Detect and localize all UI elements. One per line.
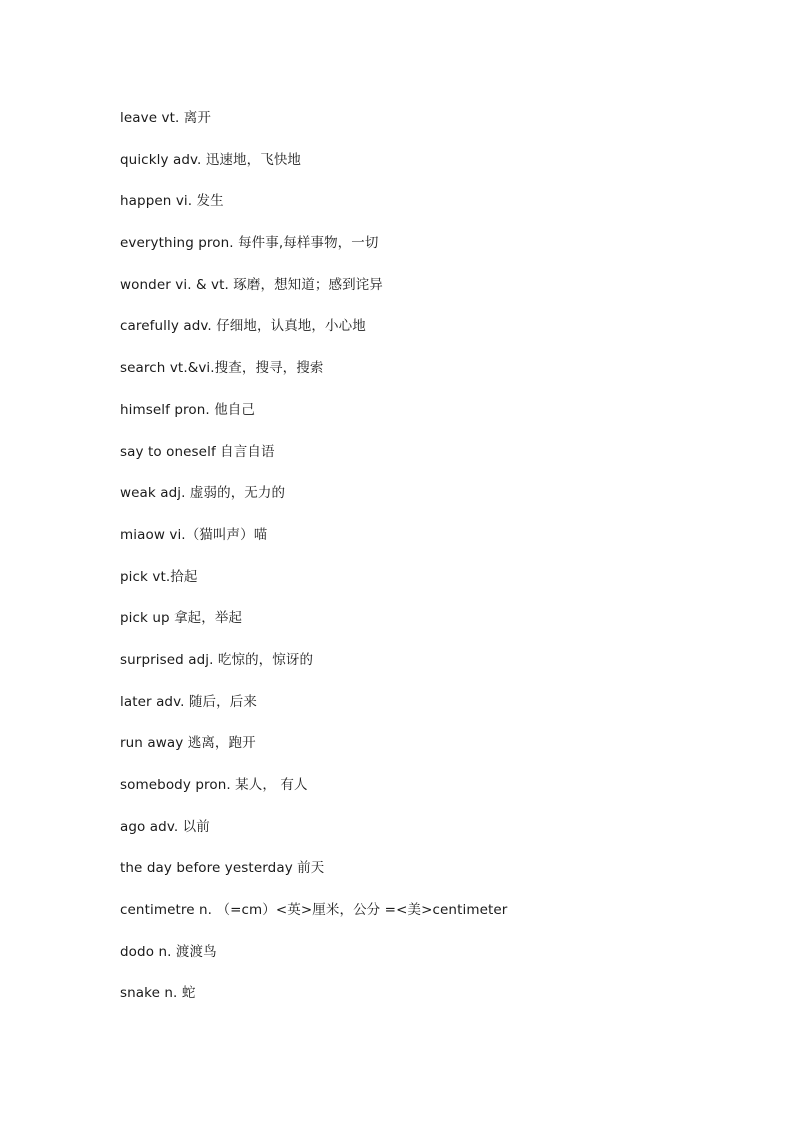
vocab-entry-surprised: surprised adj. 吃惊的，惊讶的 — [120, 651, 314, 668]
vocab-entry-run-away: run away 逃离，跑开 — [120, 735, 256, 752]
vocab-entry-dodo: dodo n. 渡渡鸟 — [120, 943, 217, 960]
vocab-entry-say-to-oneself: say to oneself 自言自语 — [120, 443, 275, 460]
vocab-entry-later: later adv. 随后，后来 — [120, 693, 257, 710]
vocab-entry-happen: happen vi. 发生 — [120, 193, 224, 210]
vocab-entry-leave: leave vt. 离开 — [120, 110, 211, 126]
vocab-entry-ago: ago adv. 以前 — [120, 818, 210, 835]
vocab-entry-wonder: wonder vi. & vt. 琢磨，想知道；感到诧异 — [120, 276, 383, 293]
vocab-entry-everything: everything pron. 每件事,每样事物，一切 — [120, 235, 379, 252]
vocab-entry-pick-up: pick up 拿起，举起 — [120, 610, 243, 627]
vocab-entry-miaow: miaow vi.（猫叫声）喵 — [120, 526, 268, 543]
vocab-entry-search: search vt.&vi.搜查，搜寻，搜索 — [120, 360, 324, 377]
vocab-entry-pick: pick vt.拾起 — [120, 568, 198, 585]
vocab-entry-somebody: somebody pron. 某人， 有人 — [120, 777, 308, 793]
vocab-entry-himself: himself pron. 他自己 — [120, 401, 256, 418]
vocab-entry-quickly: quickly adv. 迅速地，飞快地 — [120, 151, 302, 168]
vocab-entry-weak: weak adj. 虚弱的，无力的 — [120, 485, 286, 502]
vocabulary-list — [120, 108, 740, 1025]
vocab-entry-day-before-yesterday: the day before yesterday 前天 — [120, 860, 325, 877]
vocab-entry-carefully: carefully adv. 仔细地，认真地，小心地 — [120, 318, 366, 335]
vocab-entry-snake: snake n. 蛇 — [120, 985, 196, 1002]
vocab-entry-centimetre: centimetre n. （=cm）<英>厘米，公分 =<美>centimeter — [120, 902, 508, 919]
